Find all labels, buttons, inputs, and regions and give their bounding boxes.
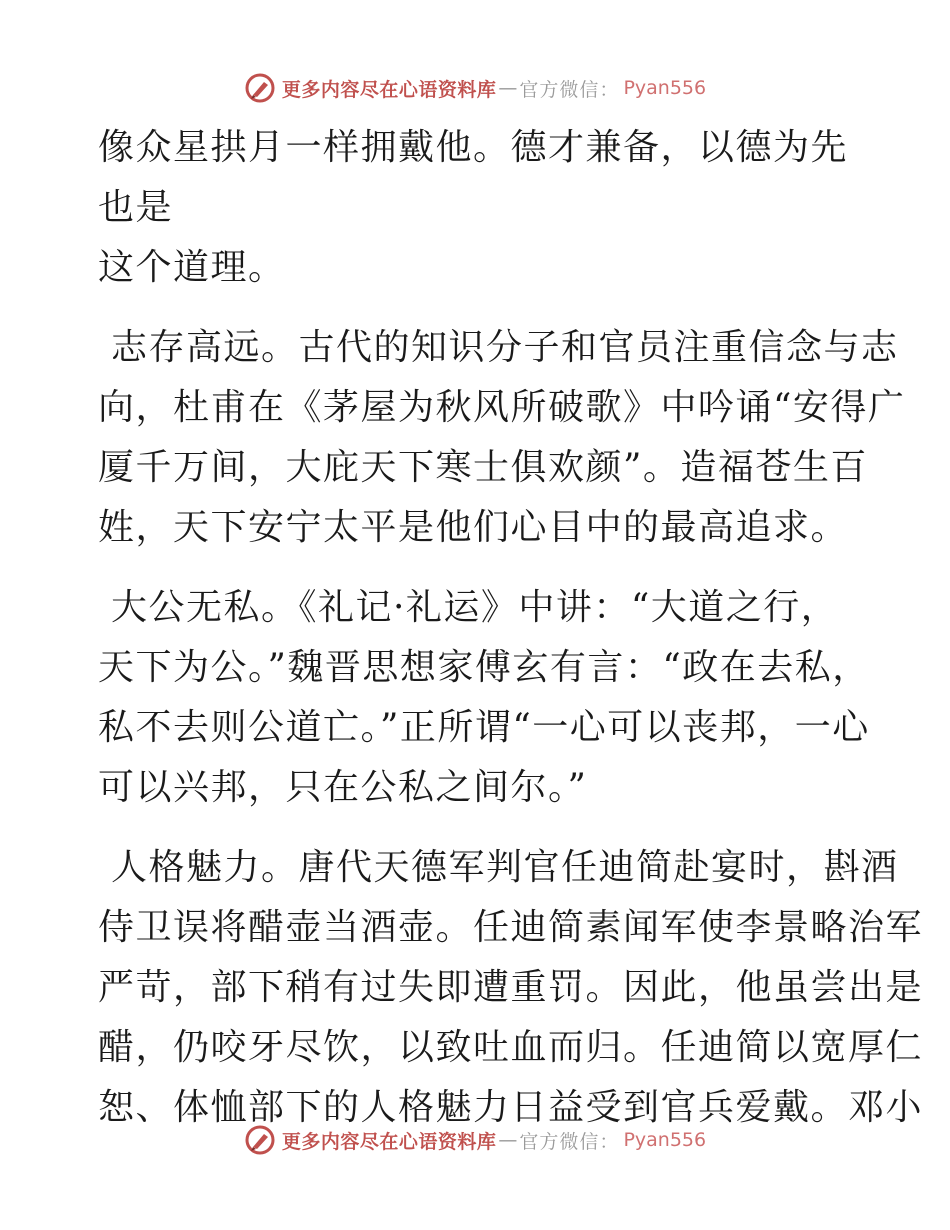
text-line: 私不去则公道亡。”正所谓“一心可以丧邦，一心: [98, 707, 870, 748]
paragraph-4: [98, 838, 924, 1138]
text-line: 大公无私。《礼记·礼运》中讲：“大道之行，: [98, 587, 839, 628]
text-line: 恕、体恤部下的人格魅力日益受到官兵爱戴。邓小: [98, 1087, 924, 1128]
banner-wechat-id: Pyan556: [623, 1129, 707, 1151]
text-line: 严苛，部下稍有过失即遭重罚。因此，他虽尝出是: [98, 967, 924, 1008]
text-line: 可以兴邦，只在公私之间尔。”: [98, 767, 588, 808]
text-line: 志存高远。古代的知识分子和官员注重信念与志: [98, 327, 899, 368]
paragraph-1: [98, 118, 858, 298]
pen-logo-icon: [244, 1124, 276, 1156]
banner-wechat-id: Pyan556: [623, 77, 707, 99]
banner-dash: —: [498, 77, 518, 99]
text-line: 侍卫误将醋壶当酒壶。任迪简素闻军使李景略治军: [98, 907, 924, 948]
pen-logo-icon: [244, 72, 276, 104]
banner-dash: —: [498, 1129, 518, 1151]
text-line: 天下为公。”魏晋思想家傅玄有言：“政在去私，: [98, 647, 870, 688]
paragraph-2: [98, 318, 906, 558]
banner-wechat-label: 官方微信：: [519, 78, 620, 101]
banner-main-text: 更多内容尽在心语资料库: [281, 78, 497, 101]
text-line: 这个道理。: [98, 247, 286, 288]
text-line: 厦千万间，大庇天下寒士俱欢颜”。造福苍生百: [98, 447, 868, 488]
header-banner: [0, 68, 950, 108]
paragraph-3: [98, 578, 870, 818]
text-line: 向，杜甫在《茅屋为秋风所破歌》中吟诵“安得广: [98, 387, 906, 428]
text-line: 醋，仍咬牙尽饮，以致吐血而归。任迪简以宽厚仁: [98, 1027, 924, 1068]
text-line: 人格魅力。唐代天德军判官任迪简赴宴时，斟酒: [98, 847, 899, 888]
text-line: 像众星拱月一样拥戴他。德才兼备，以德为先也是: [98, 127, 849, 228]
banner-wechat-label: 官方微信：: [519, 1130, 620, 1153]
text-line: 姓，天下安宁太平是他们心目中的最高追求。: [98, 507, 849, 548]
footer-banner: [0, 1120, 950, 1160]
banner-main-text: 更多内容尽在心语资料库: [281, 1130, 497, 1153]
document-body: [98, 118, 924, 1138]
